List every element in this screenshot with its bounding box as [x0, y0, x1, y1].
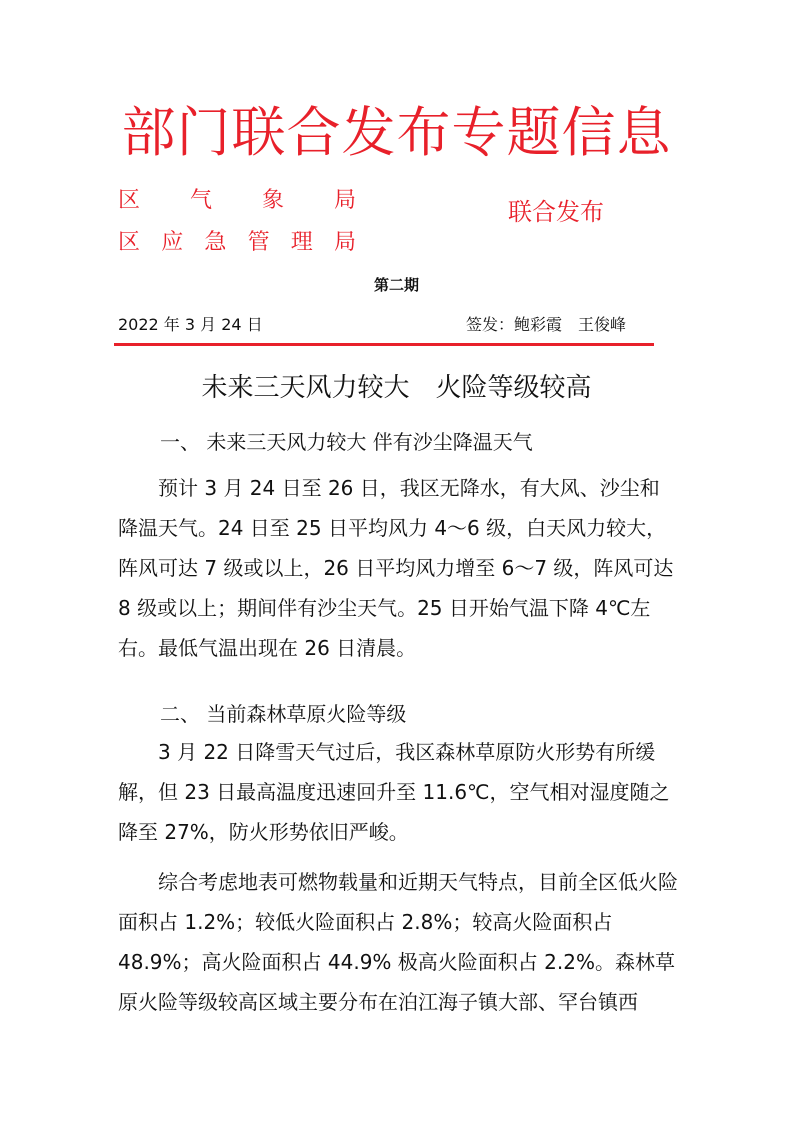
page-title: 部门联合发布专题信息 [121, 101, 672, 164]
agency-char: 应 [161, 230, 184, 255]
agency-char: 象 [261, 188, 284, 213]
joint-release-label: 联合发布 [508, 198, 604, 226]
section-2-paragraph-1: 3 月 22 日降雪天气过后，我区森林草原防火形势有所缓解，但 23 日最高温度迅速回升至 11.6℃，空气相对湿度随之降至 27%，防火形势依旧严峻。 [118, 740, 670, 844]
section-2-heading: 二、 当前森林草原火险等级 [160, 702, 407, 726]
section-1-paragraph: 预计 3 月 24 日至 26 日，我区无降水，有大风、沙尘和降温天气。24 日至 25 日平均风力 4～6 级，白天风力较大，阵风可达 7 级或以上，26 日平均风力增至 6～7 级，阵风可达 8 级或以上；期间伴有沙尘天气。25 日开始气温下降 4℃左右。最低气温出现在 26 日清晨。 [118, 476, 674, 660]
signer: 签发：鲍彩霞 王俊峰 [466, 315, 627, 334]
agency-meteorological-bureau [118, 186, 356, 216]
red-divider [114, 343, 654, 346]
issue-number: 第二期 [373, 276, 419, 294]
section-2-paragraph-2: 综合考虑地表可燃物载量和近期天气特点，目前全区低火险面积占 1.2%；较低火险面积占 2.8%；较高火险面积占 48.9%；高火险面积占 44.9% 极高火险面积占 2.2%。森林草原火险等级较高区域主要分布在泊江海子镇大部、罕台镇西 [118, 870, 678, 1014]
agency-char: 急 [204, 230, 227, 255]
agency-char: 局 [333, 188, 356, 213]
issue-date: 2022 年 3 月 24 日 [118, 315, 263, 334]
section-1-heading: 一、 未来三天风力较大 伴有沙尘降温天气 [160, 430, 533, 454]
agency-emergency-management-bureau [118, 228, 356, 258]
agency-char: 局 [333, 230, 356, 255]
agency-char: 区 [118, 230, 141, 255]
document-title: 未来三天风力较大 火险等级较高 [201, 373, 592, 403]
agency-char: 区 [118, 188, 141, 213]
agency-char: 理 [290, 230, 313, 255]
agency-char: 管 [247, 230, 270, 255]
agency-char: 气 [189, 188, 212, 213]
